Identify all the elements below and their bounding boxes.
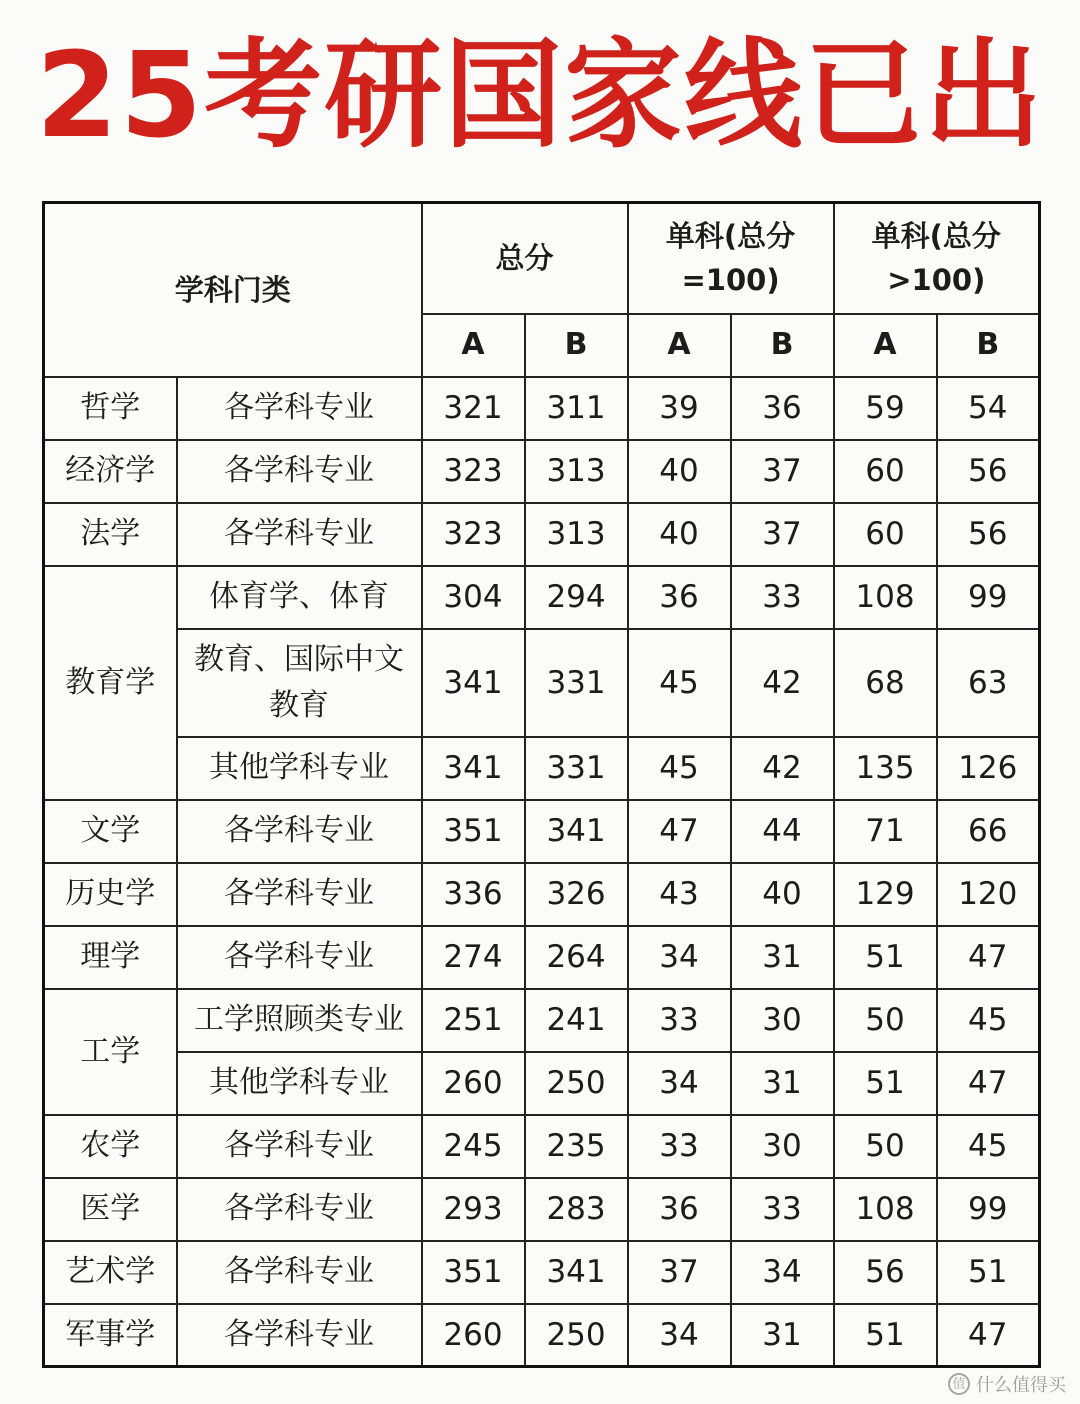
category-cell: 文学 xyxy=(44,800,177,863)
header-single-100-b: B xyxy=(731,314,834,377)
total-b-cell: 326 xyxy=(525,863,628,926)
single-100-a-cell: 45 xyxy=(628,629,731,737)
header-total-b: B xyxy=(525,314,628,377)
single-100-a-cell: 47 xyxy=(628,800,731,863)
table-row xyxy=(44,989,1040,1052)
major-cell: 各学科专业 xyxy=(177,377,422,440)
total-a-cell: 304 xyxy=(422,566,525,629)
single-100-a-cell: 34 xyxy=(628,1304,731,1367)
header-single-100-a: A xyxy=(628,314,731,377)
single-gt100-a-cell: 129 xyxy=(834,863,937,926)
table-row xyxy=(44,629,1040,737)
total-b-cell: 241 xyxy=(525,989,628,1052)
single-100-a-cell: 39 xyxy=(628,377,731,440)
major-cell: 各学科专业 xyxy=(177,1115,422,1178)
total-a-cell: 260 xyxy=(422,1304,525,1367)
header-total: 总分 xyxy=(422,203,628,314)
major-cell xyxy=(177,629,422,737)
total-b-cell: 235 xyxy=(525,1115,628,1178)
total-b-cell: 331 xyxy=(525,737,628,800)
single-100-a-cell: 45 xyxy=(628,737,731,800)
watermark-text: 什么值得买 xyxy=(976,1375,1066,1396)
table-row xyxy=(44,1052,1040,1115)
single-gt100-a-cell: 51 xyxy=(834,926,937,989)
single-100-a-cell: 43 xyxy=(628,863,731,926)
single-100-b-cell: 31 xyxy=(731,1304,834,1367)
page-title: 25考研国家线已出 xyxy=(35,26,1045,164)
total-b-cell: 341 xyxy=(525,1241,628,1304)
single-100-b-cell: 33 xyxy=(731,566,834,629)
total-a-cell: 323 xyxy=(422,503,525,566)
single-gt100-b-cell: 56 xyxy=(937,440,1040,503)
single-100-b-cell: 40 xyxy=(731,863,834,926)
single-gt100-a-cell: 60 xyxy=(834,440,937,503)
major-cell: 各学科专业 xyxy=(177,926,422,989)
single-100-a-cell: 37 xyxy=(628,1241,731,1304)
single-100-a-cell: 36 xyxy=(628,566,731,629)
total-a-cell: 293 xyxy=(422,1178,525,1241)
table-row xyxy=(44,800,1040,863)
single-100-b-cell: 31 xyxy=(731,1052,834,1115)
major-cell: 各学科专业 xyxy=(177,863,422,926)
single-gt100-b-cell: 45 xyxy=(937,989,1040,1052)
single-gt100-a-cell: 108 xyxy=(834,1178,937,1241)
category-cell: 艺术学 xyxy=(44,1241,177,1304)
major-cell-text: 教育、国际中文教育 xyxy=(194,641,404,723)
single-gt100-a-cell: 51 xyxy=(834,1304,937,1367)
major-cell: 其他学科专业 xyxy=(177,737,422,800)
total-b-cell: 331 xyxy=(525,629,628,737)
category-cell: 农学 xyxy=(44,1115,177,1178)
single-gt100-b-cell: 47 xyxy=(937,926,1040,989)
table-row xyxy=(44,926,1040,989)
single-100-a-cell: 40 xyxy=(628,440,731,503)
table-row xyxy=(44,1178,1040,1241)
single-gt100-a-cell: 135 xyxy=(834,737,937,800)
table-row xyxy=(44,1241,1040,1304)
major-cell: 工学照顾类专业 xyxy=(177,989,422,1052)
watermark xyxy=(948,1370,1066,1398)
single-100-a-cell: 33 xyxy=(628,989,731,1052)
single-gt100-b-cell: 66 xyxy=(937,800,1040,863)
single-100-b-cell: 42 xyxy=(731,737,834,800)
total-b-cell: 313 xyxy=(525,503,628,566)
single-100-a-cell: 36 xyxy=(628,1178,731,1241)
single-100-a-cell: 33 xyxy=(628,1115,731,1178)
single-gt100-b-cell: 45 xyxy=(937,1115,1040,1178)
single-100-b-cell: 37 xyxy=(731,503,834,566)
total-a-cell: 321 xyxy=(422,377,525,440)
total-b-cell: 264 xyxy=(525,926,628,989)
single-100-a-cell: 40 xyxy=(628,503,731,566)
table-row xyxy=(44,1304,1040,1367)
category-cell: 工学 xyxy=(44,989,177,1115)
single-gt100-b-cell: 63 xyxy=(937,629,1040,737)
major-cell: 体育学、体育 xyxy=(177,566,422,629)
total-a-cell: 323 xyxy=(422,440,525,503)
category-cell: 法学 xyxy=(44,503,177,566)
single-gt100-b-cell: 99 xyxy=(937,566,1040,629)
single-100-b-cell: 44 xyxy=(731,800,834,863)
header-total-a: A xyxy=(422,314,525,377)
category-cell: 医学 xyxy=(44,1178,177,1241)
single-gt100-a-cell: 50 xyxy=(834,1115,937,1178)
major-cell: 各学科专业 xyxy=(177,1304,422,1367)
major-cell: 各学科专业 xyxy=(177,800,422,863)
category-cell: 教育学 xyxy=(44,566,177,800)
total-a-cell: 245 xyxy=(422,1115,525,1178)
total-a-cell: 341 xyxy=(422,629,525,737)
category-cell: 哲学 xyxy=(44,377,177,440)
single-100-b-cell: 30 xyxy=(731,989,834,1052)
table-row xyxy=(44,1115,1040,1178)
single-gt100-a-cell: 60 xyxy=(834,503,937,566)
table-row xyxy=(44,566,1040,629)
single-gt100-a-cell: 51 xyxy=(834,1052,937,1115)
single-gt100-a-cell: 50 xyxy=(834,989,937,1052)
total-b-cell: 250 xyxy=(525,1304,628,1367)
total-a-cell: 351 xyxy=(422,800,525,863)
total-a-cell: 351 xyxy=(422,1241,525,1304)
category-cell: 历史学 xyxy=(44,863,177,926)
single-gt100-b-cell: 120 xyxy=(937,863,1040,926)
category-cell: 理学 xyxy=(44,926,177,989)
single-gt100-a-cell: 59 xyxy=(834,377,937,440)
single-gt100-b-cell: 47 xyxy=(937,1052,1040,1115)
single-gt100-a-cell: 68 xyxy=(834,629,937,737)
zhi-icon: 值 xyxy=(948,1373,970,1395)
single-gt100-a-cell: 56 xyxy=(834,1241,937,1304)
single-100-b-cell: 33 xyxy=(731,1178,834,1241)
total-a-cell: 341 xyxy=(422,737,525,800)
single-100-b-cell: 36 xyxy=(731,377,834,440)
header-single-100: 单科(总分=100) xyxy=(628,203,834,314)
header-single-gt100-a: A xyxy=(834,314,937,377)
category-cell: 军事学 xyxy=(44,1304,177,1367)
total-b-cell: 313 xyxy=(525,440,628,503)
single-gt100-b-cell: 99 xyxy=(937,1178,1040,1241)
total-b-cell: 311 xyxy=(525,377,628,440)
single-gt100-b-cell: 56 xyxy=(937,503,1040,566)
single-gt100-b-cell: 47 xyxy=(937,1304,1040,1367)
single-100-b-cell: 34 xyxy=(731,1241,834,1304)
table-row xyxy=(44,737,1040,800)
single-gt100-b-cell: 126 xyxy=(937,737,1040,800)
single-gt100-a-cell: 71 xyxy=(834,800,937,863)
major-cell: 各学科专业 xyxy=(177,1241,422,1304)
single-100-b-cell: 30 xyxy=(731,1115,834,1178)
table-row xyxy=(44,440,1040,503)
major-cell: 各学科专业 xyxy=(177,503,422,566)
category-cell: 经济学 xyxy=(44,440,177,503)
total-b-cell: 250 xyxy=(525,1052,628,1115)
total-b-cell: 294 xyxy=(525,566,628,629)
header-single-gt100: 单科(总分>100) xyxy=(834,203,1040,314)
single-100-a-cell: 34 xyxy=(628,926,731,989)
single-gt100-b-cell: 54 xyxy=(937,377,1040,440)
single-gt100-b-cell: 51 xyxy=(937,1241,1040,1304)
header-row-1 xyxy=(44,203,1040,314)
total-a-cell: 251 xyxy=(422,989,525,1052)
table-row xyxy=(44,863,1040,926)
score-table xyxy=(42,201,1041,1368)
major-cell: 其他学科专业 xyxy=(177,1052,422,1115)
total-a-cell: 336 xyxy=(422,863,525,926)
single-100-b-cell: 37 xyxy=(731,440,834,503)
table-row xyxy=(44,503,1040,566)
table-row xyxy=(44,377,1040,440)
single-100-b-cell: 42 xyxy=(731,629,834,737)
single-100-a-cell: 34 xyxy=(628,1052,731,1115)
header-category: 学科门类 xyxy=(44,203,422,377)
single-gt100-a-cell: 108 xyxy=(834,566,937,629)
total-b-cell: 283 xyxy=(525,1178,628,1241)
total-a-cell: 274 xyxy=(422,926,525,989)
major-cell: 各学科专业 xyxy=(177,1178,422,1241)
major-cell: 各学科专业 xyxy=(177,440,422,503)
total-b-cell: 341 xyxy=(525,800,628,863)
total-a-cell: 260 xyxy=(422,1052,525,1115)
single-100-b-cell: 31 xyxy=(731,926,834,989)
header-single-gt100-b: B xyxy=(937,314,1040,377)
